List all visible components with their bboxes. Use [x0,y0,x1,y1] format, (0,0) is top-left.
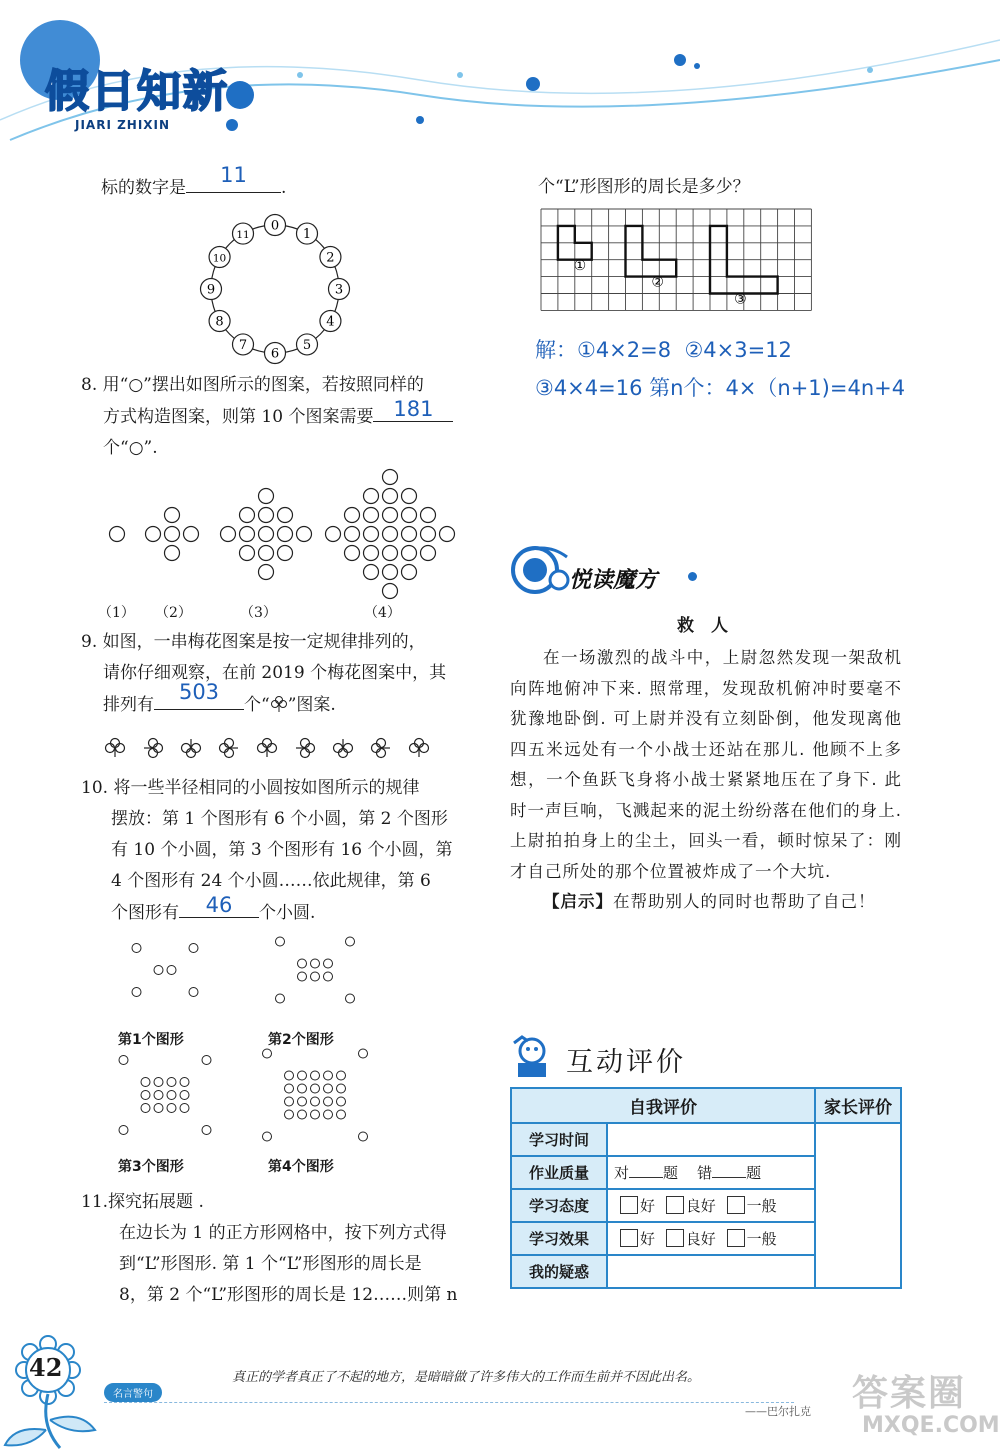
story-text: 在一场激烈的战斗中，上尉忽然发现一架敌机向阵地俯冲下来. 照常理，发现敌机俯冲时要毫不犹豫地卧倒. 可上尉并没有立刻卧倒，他发现离他四五米远处有一个小战士还站在那儿. 他顾不上多想，一个鱼跃飞身将小战士紧紧地压在了身下. 此时一声巨响，飞溅起来的泥土纷纷落在他们的身上. 上尉拍拍身上的尘土，回头一看，顿时惊呆了：刚才自己所处的那个位置被炸成了一个大坑. 【启示】在帮助别人的同时也帮助了自己！ [510,648,902,911]
corner-circle [202,1056,211,1065]
q8-label-4: （4） [364,605,401,621]
flower-petal [377,739,386,748]
pattern-circle [240,527,255,542]
corner-circle [276,937,285,946]
l-shape-grid [540,208,812,312]
ring-number: 6 [270,346,280,362]
page-number: 42 [29,1353,63,1382]
number-ring-figure [195,212,355,367]
corner-circle [346,994,355,1003]
pattern-circle [259,527,274,542]
corner-circle [359,1132,368,1141]
l-shape [626,226,677,277]
flower-petal [420,744,429,753]
evaluation-mascot-icon [508,1033,558,1081]
footer-tag: 名言警句 [104,1383,162,1402]
small-circle [285,1071,294,1080]
pattern-circle [345,527,360,542]
checkbox-good[interactable] [620,1196,638,1214]
self-eval-header: 自我评价 [511,1088,815,1123]
pattern-circle [278,508,293,523]
corner-circle [202,1126,211,1135]
checkbox-fairly-good[interactable] [666,1229,684,1247]
pattern-circle [383,565,398,580]
pattern-circle [440,527,455,542]
small-circle [337,1084,346,1093]
reading-section-title: 悦读魔方 [569,568,658,593]
row-homework-quality: 作业质量 [511,1156,607,1189]
question-11-continued: 个“L”形图形的周长是多少？ [538,177,750,197]
pattern-circle [146,527,161,542]
pattern-circle [364,546,379,561]
corner-circle [119,1126,128,1135]
pattern-circle [240,508,255,523]
watermark-logo: 答案圈 [852,1373,967,1414]
small-circle [154,1104,163,1113]
parent-eval-field[interactable] [815,1123,901,1288]
flower-petal [410,744,419,753]
small-circle [285,1084,294,1093]
small-circle [141,1104,150,1113]
flower-petal [182,744,191,753]
small-circle [324,972,333,981]
small-circle [337,1097,346,1106]
footer-author: ——巴尔扎克 [745,1405,811,1418]
ring-number: 0 [270,218,280,234]
pattern-circle [383,584,398,599]
brand-subtitle: JIARI ZHIXIN [75,118,171,132]
flower-petal [258,744,267,753]
pattern-circle [421,527,436,542]
small-circle [324,1097,333,1106]
pattern-circle [165,527,180,542]
row-study-effect: 学习效果 [511,1222,607,1255]
prev-question: 标的数字是 11 . [101,163,287,198]
question-9: 9. 如图，一串梅花图案是按一定规律排列的， 请你仔细观察，在前 2019 个梅花图案中，其 排列有 503 个“ ”图案. [81,632,447,715]
flower-petal [111,739,120,748]
effect-options: 好 良好 一般 [607,1222,815,1255]
solution-line-2: ③4×4=16 第n个：4×（n+1)=4n+4 [535,376,906,400]
q10-label-2: 第2个图形 [268,1032,334,1048]
pattern-circle [364,508,379,523]
q10-label-3: 第3个图形 [118,1159,184,1175]
ring-number: 10 [212,252,227,265]
small-circle [311,1097,320,1106]
pattern-circle [165,508,180,523]
pattern-circle [259,565,274,580]
q8-label-1: （1） [98,605,135,621]
question-8: 8. 用“○”摆出如图所示的图案，若按照同样的 方式构造图案，则第 10 个图案需要 181 个“○”. [81,370,481,464]
corner-circle [346,937,355,946]
ring-number: 11 [236,229,250,242]
flower-petal [377,749,386,758]
small-circle [141,1078,150,1087]
corner-circle [189,944,198,953]
pattern-circle [383,508,398,523]
small-circle [180,1104,189,1113]
flower-petal [154,744,163,753]
evaluation-table [510,1087,902,1289]
pattern-circle [402,508,417,523]
flower-petal [415,739,424,748]
flower-petal [268,744,277,753]
flower-petal [192,744,201,753]
small-circle [298,1110,307,1119]
small-circle [180,1078,189,1087]
ring-number: 5 [302,337,312,353]
small-circle [298,972,307,981]
shape-marker: ① [573,257,587,274]
flower-petal [339,749,348,758]
small-circle [167,966,176,975]
flower-petal [220,744,229,753]
ring-number: 1 [302,227,312,243]
pattern-circle [259,546,274,561]
pattern-circle [221,527,236,542]
shape-marker: ② [651,274,664,291]
handwritten-answer: 181 [393,397,434,421]
small-circle [154,966,163,975]
watermark-url: MXQE.COM [862,1413,1000,1438]
checkbox-fairly-good[interactable] [666,1196,684,1214]
small-circle [180,1091,189,1100]
evaluation-title: 互动评价 [566,1047,686,1078]
corner-circle [263,1049,272,1058]
pattern-circle [402,527,417,542]
ring-number: 4 [326,314,335,330]
flower-petal [149,739,158,748]
pattern-circle [345,508,360,523]
circle-pattern-figure [100,468,460,618]
ring-number: 8 [215,314,224,330]
small-circle [141,1091,150,1100]
pattern-circle [110,527,125,542]
handwritten-answer: 46 [205,893,233,917]
flower-petal [334,744,343,753]
pattern-circle [383,489,398,504]
corner-circle [132,944,141,953]
pattern-circle [278,527,293,542]
small-circle [324,959,333,968]
pattern-circle [297,527,312,542]
small-circle [298,959,307,968]
small-circle [311,959,320,968]
pattern-circle [364,527,379,542]
flower-petal [225,749,234,758]
pattern-circle [345,546,360,561]
small-circle [167,1104,176,1113]
pattern-circle [421,546,436,561]
pattern-circle [402,565,417,580]
pattern-circle [383,546,398,561]
flower-petal [263,739,272,748]
small-circle [324,1110,333,1119]
pattern-circle [259,489,274,504]
row-my-questions: 我的疑惑 [511,1255,607,1288]
small-circle [167,1091,176,1100]
small-circle [298,1097,307,1106]
small-circle [311,1084,320,1093]
ring-number: 9 [206,282,216,298]
story-title: 救 人 [677,616,728,636]
flower-petal [372,744,381,753]
corner-circle [119,1056,128,1065]
flower-petal [306,744,315,753]
question-10: 10. 将一些半径相同的小圆按如图所示的规律 摆放：第 1 个图形有 6 个小圆，第 2 个图形 有 10 个小圆，第 3 个图形有 16 个小圆，第 4 个图形有 24 个小圆……依此规律，第 6 个图形有 46 个小圆. [81,778,453,923]
pattern-circle [184,527,199,542]
pattern-circle [421,508,436,523]
reading-title-dot [688,572,697,581]
corner-circle [132,988,141,997]
q10-label-1: 第1个图形 [118,1032,184,1048]
flower-petal [225,739,234,748]
small-circle [285,1110,294,1119]
flower-petal [344,744,353,753]
small-circle [298,1071,307,1080]
corner-circle [189,988,198,997]
checkbox-average[interactable] [727,1196,745,1214]
corner-circle [276,994,285,1003]
pattern-circle [364,489,379,504]
pattern-circle [402,489,417,504]
flower-petal [187,749,196,758]
corner-circle [263,1132,272,1141]
homework-quality-field[interactable]: 对 题 错 题 [607,1156,815,1189]
my-questions-field[interactable] [607,1255,815,1288]
small-circle [337,1110,346,1119]
pattern-circle [402,546,417,561]
pattern-circle [383,527,398,542]
handwritten-answer: 503 [178,680,220,704]
q8-label-3: （3） [240,605,277,621]
parent-eval-header: 家长评价 [815,1088,901,1123]
small-circle [311,1071,320,1080]
small-circle [337,1071,346,1080]
attitude-options: 好 良好 一般 [607,1189,815,1222]
ring-number: 2 [326,250,335,266]
handwritten-answer: 11 [220,163,247,187]
small-circle [324,1084,333,1093]
ring-number: 7 [238,337,248,353]
q8-label-2: （2） [155,605,192,621]
shape-marker: ③ [734,291,747,308]
small-circle [154,1078,163,1087]
flower-petal [116,744,125,753]
question-11: 11.探究拓展题 . 在边长为 1 的正方形网格中，按下列方式得 到“L”形图形. 第 1 个“L”形图形的周长是 8，第 2 个“L”形图形的周长是 12……则第 n [81,1192,458,1305]
pattern-circle [383,470,398,485]
flower-petal [301,749,310,758]
pattern-circle [364,565,379,580]
pattern-circle [326,527,341,542]
pattern-circle [240,546,255,561]
flower-petal [301,739,310,748]
solution-line-1: 解：①4×2=8 ②4×3=12 [535,338,792,362]
small-circle [311,972,320,981]
small-circle [285,1097,294,1106]
row-study-time: 学习时间 [511,1123,607,1156]
footer-line [104,1402,794,1403]
small-circle [154,1091,163,1100]
flower-petal [106,744,115,753]
pattern-circle [259,508,274,523]
small-circle [311,1110,320,1119]
reading-section-icon [507,542,577,597]
flower-petal [149,749,158,758]
ring [211,225,339,353]
row-study-attitude: 学习态度 [511,1189,607,1222]
small-circle [167,1078,176,1087]
flower-icon [270,695,288,713]
pattern-circle [165,546,180,561]
corner-circle [359,1049,368,1058]
footer-quote: 真正的学者真正了不起的地方，是暗暗做了许多伟大的工作而生前并不因此出名。 [232,1370,701,1385]
small-circle [324,1071,333,1080]
checkbox-good[interactable] [620,1229,638,1247]
small-circle [298,1084,307,1093]
pattern-circle [278,546,293,561]
brand-title: 假日知新 [45,66,229,117]
study-time-field[interactable] [607,1123,815,1156]
flower-sequence [100,735,460,765]
ring-number: 3 [334,282,344,298]
checkbox-average[interactable] [727,1229,745,1247]
q10-label-4: 第4个图形 [268,1159,334,1175]
footer-flower-decoration [0,1320,110,1450]
